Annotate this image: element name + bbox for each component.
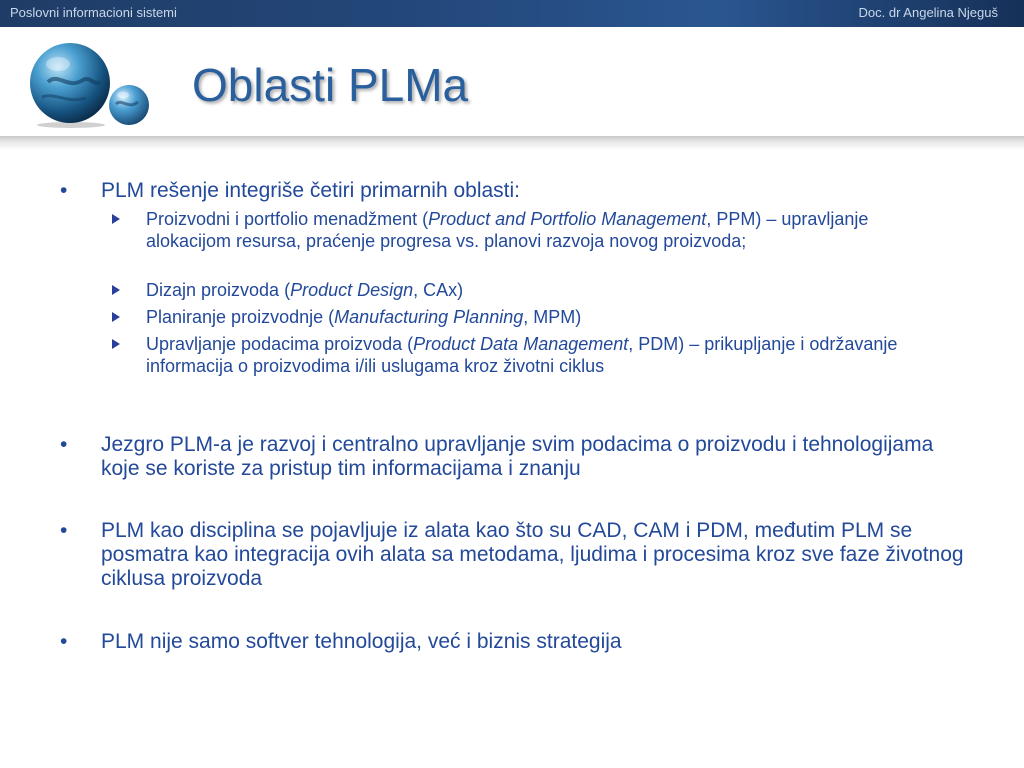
course-name: Poslovni informacioni sistemi (10, 5, 177, 20)
bullet-text: PLM rešenje integriše četiri primarnih oblasti: (101, 179, 521, 202)
author-name: Doc. dr Angelina Njeguš (858, 5, 998, 20)
sub-bullet-text: Upravljanje podacima proizvoda (Product Data Management, PDM) – prikupljanje i održavanje informacija o proizvodima i/ili uslugama kroz životni ciklus (146, 334, 898, 376)
triangle-bullet-icon (112, 312, 120, 322)
slide-title: Oblasti PLMa (192, 59, 469, 111)
triangle-bullet-icon (112, 214, 120, 224)
bullet-dot-icon: • (60, 179, 68, 202)
bullet-dot-icon: • (60, 433, 68, 456)
bullet-dot-icon: • (60, 519, 68, 542)
bullet-dot-icon: • (60, 630, 68, 653)
sub-bullet-text: Planiranje proizvodnje (Manufacturing Planning, MPM) (146, 307, 582, 327)
bullet-text: PLM nije samo softver tehnologija, već i biznis strategija (101, 630, 622, 653)
bullet-text: PLM kao disciplina se pojavljuje iz alata kao što su CAD, CAM i PDM, međutim PLM se posmatra kao integracija ovih alata sa metodama, ljudima i procesima kroz sve faze životnog ciklusa proizvoda (101, 519, 964, 590)
triangle-bullet-icon (112, 285, 120, 295)
sub-bullet-text: Proizvodni i portfolio menadžment (Product and Portfolio Management, PPM) – upravljanje alokacijom resursa, praćenje progresa vs. planovi razvoja novog proizvoda; (146, 209, 869, 251)
triangle-bullet-icon (112, 339, 120, 349)
sub-bullet-text: Dizajn proizvoda (Product Design, CAx) (146, 280, 464, 300)
bullet-text: Jezgro PLM-a je razvoj i centralno upravljanje svim podacima o proizvodu i tehnologijama koje se koriste za pristup tim informacijama i znanju (101, 433, 934, 480)
